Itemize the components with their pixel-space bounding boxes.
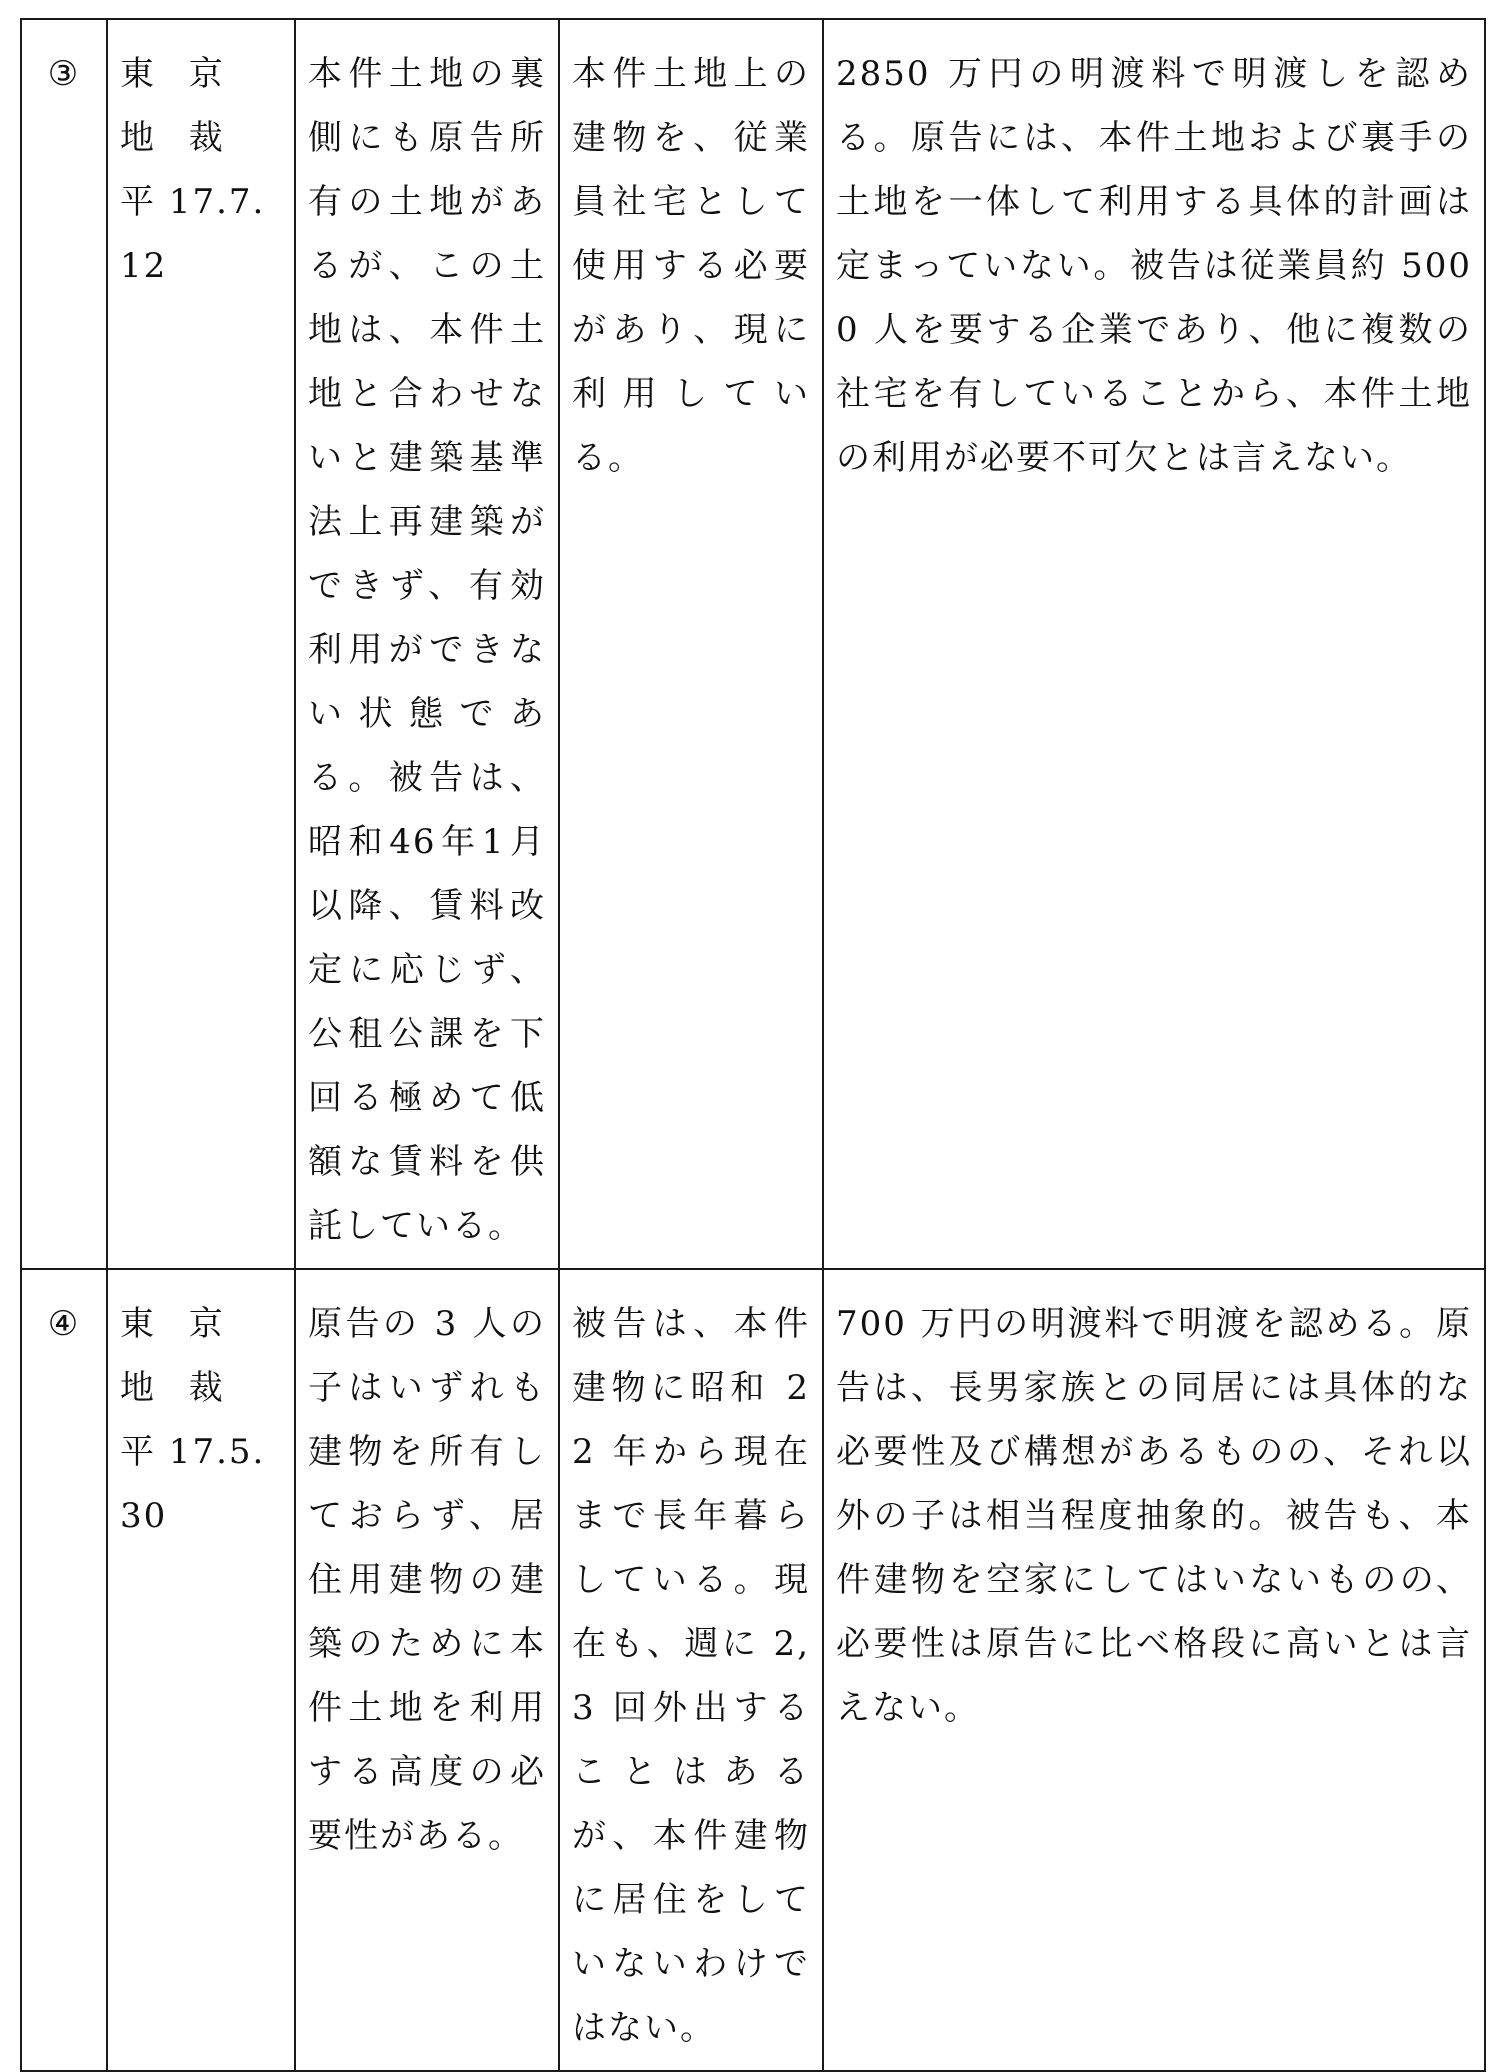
plaintiff-circumstances: 原告の 3 人の子はいずれも建物を所有しておらず、居住用建物の建築のために本件土地を利用する高度の必要性がある。 bbox=[308, 1304, 546, 1856]
judgment-cell bbox=[823, 1269, 1485, 2071]
document-page bbox=[20, 18, 1484, 2048]
plaintiff-circumstances-cell bbox=[295, 19, 559, 1269]
case-number-cell bbox=[21, 1269, 107, 2071]
case-number: ③ bbox=[47, 54, 81, 94]
defendant-circumstances: 被告は、本件建物に昭和 22 年から現在まで長年暮らしている。現在も、週に 2, 3 回外出することはあるが、本件建物に居住をしていないわけではない。 bbox=[572, 1304, 810, 2048]
table-row bbox=[21, 19, 1485, 1269]
decision-date: 平 17.5.30 bbox=[120, 1432, 266, 1536]
judgment-text: 700 万円の明渡料で明渡を認める。原告は、長男家族との同居には具体的な必要性及び構想があるものの、それ以外の子は相当程度抽象的。被告も、本件建物を空家にしてはいないものの、必要性は原告に比べ格段に高いとは言えない。 bbox=[836, 1304, 1472, 1728]
court-date-cell bbox=[107, 1269, 295, 2071]
case-number: ④ bbox=[47, 1304, 81, 1344]
plaintiff-circumstances: 本件土地の裏側にも原告所有の土地があるが、この土地は、本件土地と合わせないと建築基準法上再建築ができず、有効利用ができない状態である。被告は、昭和46年1月以降、賃料改定に応じず、公租公課を下回る極めて低額な賃料を供託している。 bbox=[308, 54, 546, 1246]
defendant-circumstances: 本件土地上の建物を、従業員社宅として使用する必要があり、現に利用している。 bbox=[572, 54, 810, 478]
plaintiff-circumstances-cell bbox=[295, 1269, 559, 2071]
case-table bbox=[20, 18, 1486, 2072]
table-row bbox=[21, 1269, 1485, 2071]
defendant-circumstances-cell bbox=[559, 19, 823, 1269]
judgment-text: 2850 万円の明渡料で明渡しを認める。原告には、本件土地および裏手の土地を一体して利用する具体的計画は定まっていない。被告は従業員約 5000 人を要する企業であり、他に複数の社宅を有していることから、本件土地の利用が必要不可欠とは言えない。 bbox=[836, 54, 1472, 478]
judgment-cell bbox=[823, 19, 1485, 1269]
court-name: 東 京 地 裁 bbox=[120, 1304, 235, 1408]
decision-date: 平 17.7.12 bbox=[120, 182, 266, 286]
court-date-cell bbox=[107, 19, 295, 1269]
defendant-circumstances-cell bbox=[559, 1269, 823, 2071]
case-number-cell bbox=[21, 19, 107, 1269]
court-name: 東 京 地 裁 bbox=[120, 54, 235, 158]
